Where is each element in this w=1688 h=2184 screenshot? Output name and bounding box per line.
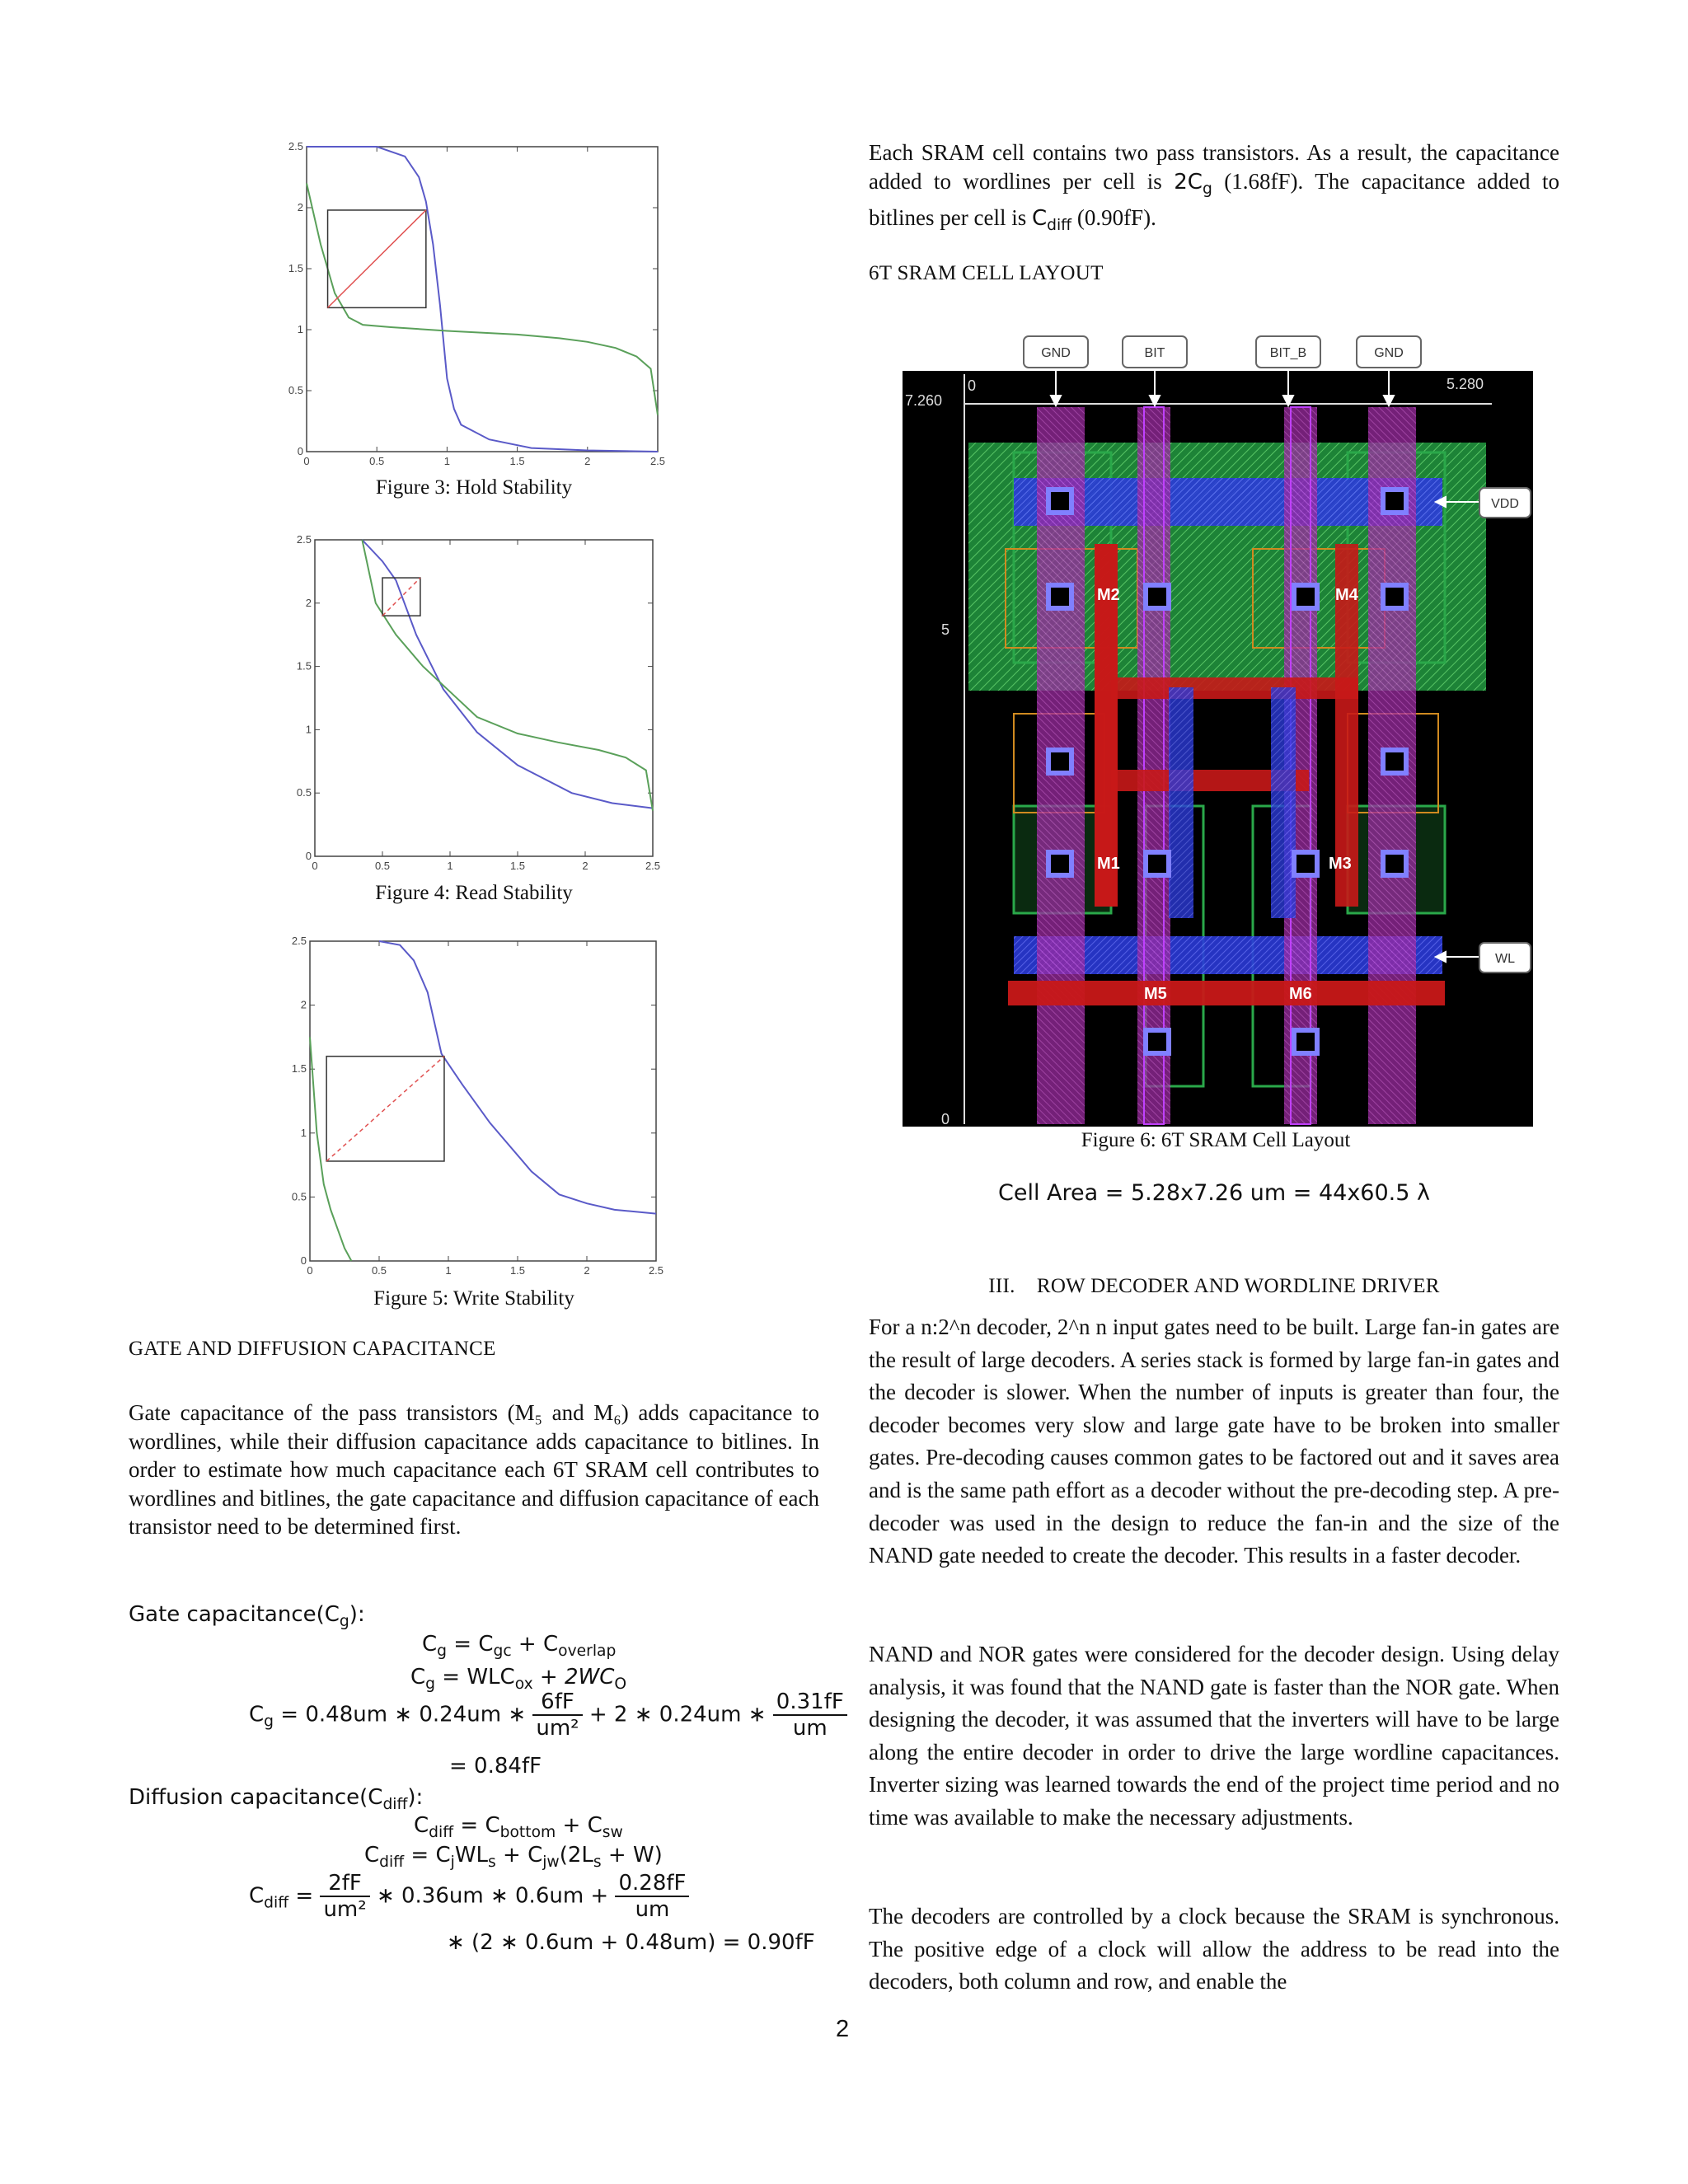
x-tick-label: 1 [443, 455, 451, 467]
x-tick-label: 2.5 [645, 860, 661, 872]
x-tick-label: 1 [445, 1264, 452, 1277]
x-tick-label: 1.5 [509, 455, 525, 467]
ruler-left-top: 7.260 [905, 392, 943, 409]
decoder-paragraph-3: The decoders are controlled by a clock because the SRAM is synchronous. The positive edge of a clock will allow the address to be read into the decoders, both column and row, and enable the [869, 1904, 1559, 1994]
sram-cell-paragraph: Each SRAM cell contains two pass transistors. As a result, the capacitance added to wordlines per cell is $2C_g$ (1.68fF). The capacitance added to bitlines per cell is $C_{diff}$ (0.90fF). [869, 140, 1559, 235]
x-tick-label: 0 [307, 1264, 313, 1277]
page-number: 2 [836, 2016, 850, 2042]
pin-wl: WL [1495, 952, 1515, 966]
y-tick-label: 2 [305, 596, 312, 609]
gate-diffusion-heading: GATE AND DIFFUSION CAPACITANCE [129, 1338, 496, 1360]
y-tick-label: 0.5 [291, 1190, 307, 1203]
y-tick-label: 1.5 [291, 1062, 307, 1076]
fraction: $\frac{0.28fF}{um}$ [615, 1871, 689, 1922]
x-tick-label: 0.5 [374, 860, 391, 872]
top-pins [1024, 336, 1421, 368]
figure-4-caption: Figure 4: Read Stability [375, 882, 573, 904]
x-tick-label: 2 [584, 1264, 590, 1277]
fraction: $\frac{2fF}{\text{um²}}$ [320, 1871, 369, 1922]
decoder-paragraph-2: NAND and NOR gates were considered for the decoder design. Using delay analysis, it was found that the NAND gate is faster than the NOR gate. When designing the decoder, it was assumed that the inverters will have to be large along the entire decoder in order to drive the large wordline capacitances. Inverter sizing was learned towards the end of the project time period and no time was available to make the necessary adjustments. [869, 1642, 1559, 1830]
transistor-m4: M4 [1335, 586, 1358, 604]
figure-3-caption: Figure 3: Hold Stability [375, 476, 573, 499]
eq-cg-4: = 0.84fF [449, 1754, 542, 1779]
cell-area: Cell Area = 5.28x7.26 um = 44x60.5 λ [998, 1180, 1430, 1206]
eq-cg-1: $C_g = C_{gc} + C_{overlap}$ [422, 1632, 617, 1661]
x-tick-label: 1 [447, 860, 453, 872]
decoder-paragraph-1: For a n:2^n decoder, 2^n n input gates need to be built. Large fan-in gates are the result of large decoders. A series stack is formed by large fan-in gates and the decoder is slower. When the number of inputs is greater than four, the decoder becomes very slow and large gate have to be broken into smaller gates. Pre-decoding causes common gates to be factored out and it saves area and is the same path effort as a decoder without the pre-decoding step. A pre-decoder was used in the design to reduce the fan-in and the size of the NAND gate needed to create the decoder. This results in a faster decoder. [869, 1315, 1559, 1568]
y-tick-label: 0.5 [288, 384, 303, 396]
transistor-m2: M2 [1097, 586, 1120, 604]
figure-3-plot [280, 138, 668, 470]
y-tick-label: 2.5 [288, 140, 303, 152]
y-tick-label: 2.5 [296, 533, 312, 546]
y-tick-label: 1 [300, 1126, 307, 1139]
pin-gnd-left: GND [1041, 346, 1071, 360]
ruler-top-right: 5.280 [1447, 376, 1484, 392]
eq-cd-4: ∗ (2 ∗ 0.6um + 0.48um) = 0.90fF [447, 1930, 815, 1955]
y-tick-label: 1.5 [288, 262, 303, 274]
y-tick-label: 1.5 [296, 659, 312, 673]
x-tick-label: 0 [303, 455, 310, 467]
y-tick-label: 1 [305, 723, 312, 736]
transistor-m5: M5 [1144, 985, 1167, 1003]
eq-cd-1: $C_{diff} = C_{bottom} + C_{sw}$ [414, 1813, 623, 1842]
x-tick-label: 0.5 [371, 1264, 387, 1277]
fraction: $\frac{0.31fF}{um}$ [773, 1690, 847, 1741]
figure-5-plot [280, 933, 668, 1281]
eq-cd-2: $C_{diff} = C_jWL_s + C_{jw}(2L_s + W)$ [364, 1843, 663, 1872]
pin-vdd: VDD [1491, 497, 1519, 511]
y-tick-label: 2.5 [291, 935, 307, 947]
pin-gnd-right: GND [1374, 346, 1404, 360]
x-tick-label: 2 [584, 455, 591, 467]
eq-cg-3: $C_g = 0.48um$ ∗ 0.24um ∗ $\frac{6fF}{\text{um²}}$ + 2 ∗ 0.24um ∗ $\frac{0.31fF}{um}$ [249, 1690, 847, 1741]
x-tick-label: 0.5 [369, 455, 385, 467]
plot-frame [310, 941, 656, 1261]
x-tick-label: 2 [582, 860, 588, 872]
plot-frame [307, 147, 658, 452]
y-tick-label: 0 [305, 850, 312, 862]
ruler-top-left: 0 [968, 377, 977, 394]
y-tick-label: 0 [297, 445, 303, 457]
fraction: $\frac{6fF}{\text{um²}}$ [532, 1690, 582, 1741]
section-3-heading: III. ROW DECODER AND WORDLINE DRIVER [988, 1275, 1440, 1297]
gate-diffusion-paragraph: Gate capacitance of the pass transistors (M₅ and M₆) adds capacitance to wordlines, while their diffusion capacitance adds capacitance to bitlines. In order to estimate how much capacitance each 6T SRAM cell contributes to wordlines and bitlines, the gate capacitance and diffusion capacitance of each transistor need to be determined first. [129, 1400, 819, 1539]
diffusion-cap-label: Diffusion $capacitance(C_{diff})$: [129, 1785, 424, 1814]
layout-heading: 6T SRAM CELL LAYOUT [869, 262, 1104, 284]
figure-4-plot [280, 532, 668, 876]
transistor-m1: M1 [1097, 855, 1120, 873]
figure-6-layout [898, 333, 1533, 1128]
x-tick-label: 1.5 [509, 860, 526, 872]
x-tick-label: 2.5 [649, 455, 666, 467]
y-tick-label: 0.5 [296, 786, 312, 799]
y-tick-label: 1 [297, 323, 303, 335]
x-tick-label: 1.5 [509, 1264, 526, 1277]
x-tick-label: 2.5 [648, 1264, 664, 1277]
eq-cg-2: $C_g = WLC_{ox} + 2WC_O$ [410, 1665, 627, 1694]
pin-bit-b: BIT_B [1269, 346, 1307, 360]
y-tick-label: 0 [300, 1254, 307, 1267]
gate-cap-label: Gate $capacitance(C_g)$: [129, 1602, 365, 1631]
ruler-left-mid: 5 [941, 621, 950, 638]
transistor-m6: M6 [1289, 985, 1312, 1003]
ruler-left-bottom: 0 [941, 1111, 950, 1127]
pin-bit: BIT [1144, 346, 1165, 360]
figure-6-caption: Figure 6: 6T SRAM Cell Layout [1081, 1129, 1351, 1151]
figure-5-caption: Figure 5: Write Stability [373, 1287, 574, 1310]
y-tick-label: 2 [300, 998, 307, 1011]
eq-cd-3: $C_{diff}$ = $\frac{2fF}{\text{um²}}$ ∗ 0.36um ∗ 0.6um + $\frac{0.28fF}{um}$ [249, 1871, 689, 1922]
x-tick-label: 0 [312, 860, 318, 872]
plot-frame [315, 540, 653, 856]
y-tick-label: 2 [297, 201, 303, 213]
transistor-m3: M3 [1329, 855, 1352, 873]
